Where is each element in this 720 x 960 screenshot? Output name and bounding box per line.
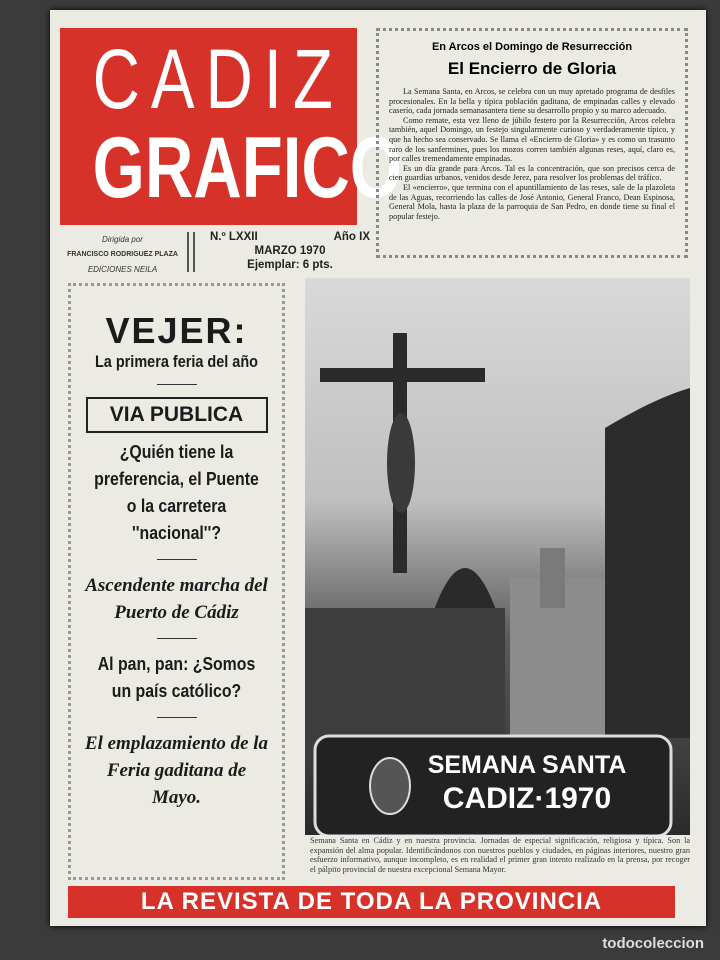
article-kicker: En Arcos el Domingo de Resurrección	[431, 41, 633, 53]
separator	[157, 559, 197, 560]
cover-photo	[305, 278, 690, 835]
issue-number: N.º LXXII	[210, 231, 258, 243]
divider	[187, 232, 195, 272]
masthead	[60, 28, 402, 225]
contents-item: Al pan, pan: ¿Somos un país católico?	[97, 654, 256, 701]
publisher: EDICIONES NEILA	[87, 265, 158, 274]
contents-item: ¿Quién tiene la preferencia, el Puente o la carretera ''nacional''?	[94, 442, 259, 543]
issue-info	[210, 230, 370, 272]
separator	[157, 384, 197, 385]
masthead-line2: GRAFICO	[92, 120, 402, 216]
contents-box	[68, 283, 285, 880]
article-paragraph: Es un día grande para Arcos. Tal es la concentración, que son precisos cerca de cien guardias urbanos, venidos desde Jerez, para resolver los problemas del tráfico.	[389, 163, 675, 183]
magazine-cover	[50, 10, 706, 926]
separator	[157, 638, 197, 639]
headline-sub: La primera feria del año	[94, 352, 259, 371]
article-paragraph: El «encierro», que termina con el apuntillamiento de las reses, sale de la plazoleta de las Aguas, recorriendo las calles de José Antonio, General Franco, Dean Espinosa, General Mola, hasta la plaza de la parroquia de San Pedro, en donde tiene su final el popular festejo.	[389, 182, 675, 221]
article-paragraph: Como remate, esta vez lleno de júbilo festero por la Resurrección, Arcos celebra también, aquel Domingo, un festejo singularmente curioso y verdaderamente típico, y que ha hecho sea conservado. Se llama el «Encierro de Gloria» y es como un trasunto raro de los sanfermines, pues los mozos corren también algunas reses, aquí, claro es, por calles tremendamente empinadas.	[389, 115, 675, 164]
banner-line1: SEMANA SANTA	[427, 751, 627, 779]
directed-by: Dirigida por	[102, 235, 143, 244]
credits	[60, 232, 185, 277]
banner-line2: CADIZ·1970	[442, 782, 612, 815]
article-title: El Encierro de Gloria	[447, 59, 617, 78]
director-name: FRANCISCO RODRIGUEZ PLAZA	[67, 251, 178, 258]
photo-caption: Semana Santa en Cádiz y en nuestra provincia. Jornadas de especial significación, religiosa y típica. Son la expansión del alma popular. Identificándonos con nuestros pueblos y ciudades, en páginas interiores, nuestro gran esfuerzo informativo, aunque incompleto, es en realidad el primer gran intento realizado en la prensa, por recoger el pálpito provincial de nuestra excepcional Semana Mayor.	[310, 836, 690, 874]
issue-year: Año IX	[333, 231, 370, 243]
masthead-line1: CADIZ	[92, 32, 344, 126]
footer-banner: LA REVISTA DE TODA LA PROVINCIA	[68, 886, 675, 918]
watermark: todocoleccion	[602, 935, 704, 952]
photo-banner	[417, 748, 637, 816]
via-publica-label: VIA PUBLICA	[86, 397, 268, 433]
issue-price: Ejemplar: 6 pts.	[247, 259, 333, 271]
contents-item: Ascendente marcha del Puerto de Cádiz	[85, 575, 268, 623]
issue-date: MARZO 1970	[254, 245, 326, 257]
headline: VEJER:	[105, 310, 248, 351]
contents-item: El emplazamiento de la Feria gaditana de Mayo.	[84, 733, 269, 808]
article-paragraph: La Semana Santa, en Arcos, se celebra con un muy apretado programa de desfiles procesionales. En la bella y típica población gaditana, de empinadas calles y elevado caserío, cada jornada semanasantera tiene su desarrollo propio y su marco adecuado.	[389, 87, 675, 116]
article-box	[376, 28, 688, 258]
separator	[157, 717, 197, 718]
